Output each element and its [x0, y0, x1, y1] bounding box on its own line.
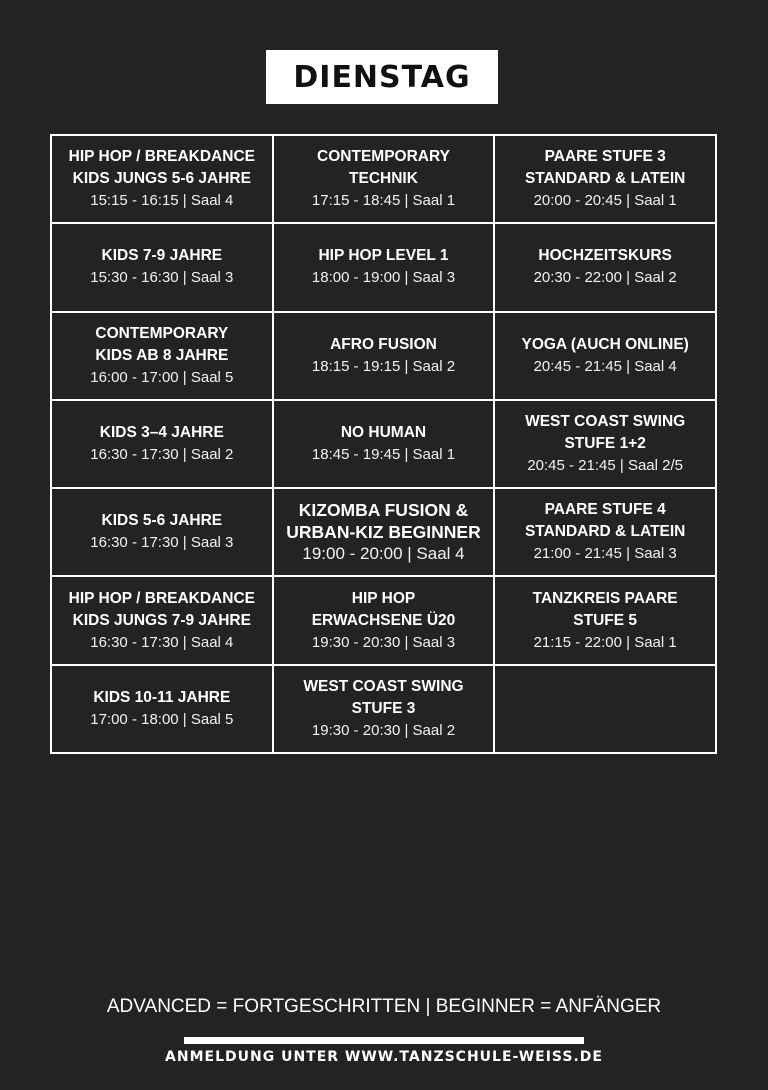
footer-divider — [184, 1037, 584, 1044]
class-time-room: 21:00 - 21:45 | Saal 3 — [533, 545, 677, 563]
class-time-room: 17:15 - 18:45 | Saal 1 — [311, 192, 456, 210]
class-name: KIDS 3–4 JAHRE — [99, 423, 224, 441]
class-name: KIDS 5-6 JAHRE — [101, 512, 223, 530]
class-name: PAARE STUFE 3 — [544, 148, 666, 166]
class-cell — [274, 577, 496, 665]
class-name: CONTEMPORARY — [95, 324, 229, 342]
class-time-room: 16:00 - 17:00 | Saal 5 — [90, 368, 234, 386]
class-time-room: 20:00 - 20:45 | Saal 1 — [533, 192, 677, 210]
class-cell — [52, 313, 274, 401]
class-name: KIZOMBA FUSION & — [298, 500, 469, 521]
class-name: PAARE STUFE 4 — [544, 501, 666, 519]
class-time-room: 16:30 - 17:30 | Saal 4 — [90, 633, 234, 651]
class-name: HIP HOP — [351, 589, 416, 607]
class-cell — [274, 489, 496, 577]
class-cell — [274, 136, 496, 224]
class-name: HIP HOP LEVEL 1 — [318, 247, 449, 265]
class-cell — [495, 577, 717, 665]
class-time-room: 19:00 - 20:00 | Saal 4 — [302, 544, 465, 564]
class-name: HIP HOP / BREAKDANCE — [68, 589, 255, 607]
class-time-room: 20:45 - 21:45 | Saal 4 — [533, 357, 677, 375]
class-cell — [274, 224, 496, 312]
class-time-room: 18:15 - 19:15 | Saal 2 — [311, 357, 456, 375]
class-name: URBAN-KIZ BEGINNER — [286, 522, 481, 543]
registration-footer: ANMELDUNG UNTER WWW.TANZSCHULE-WEISS.DE — [165, 1049, 603, 1065]
class-time-room: 19:30 - 20:30 | Saal 3 — [311, 633, 456, 651]
class-cell — [52, 577, 274, 665]
class-name: AFRO FUSION — [330, 335, 437, 353]
class-cell — [495, 224, 717, 312]
class-name: KIDS 10-11 JAHRE — [93, 688, 231, 706]
empty-cell — [495, 666, 717, 754]
class-name: HIP HOP / BREAKDANCE — [68, 148, 255, 166]
class-name: STANDARD & LATEIN — [524, 523, 686, 541]
class-name: KIDS JUNGS 5-6 JAHRE — [72, 170, 251, 188]
class-cell — [52, 489, 274, 577]
class-name: TANZKREIS PAARE — [532, 589, 678, 607]
class-name: NO HUMAN — [340, 423, 427, 441]
class-name: CONTEMPORARY — [317, 148, 450, 166]
class-cell — [274, 666, 496, 754]
class-cell — [495, 401, 717, 489]
class-name: STUFE 5 — [573, 611, 638, 629]
class-cell — [495, 489, 717, 577]
class-cell — [52, 666, 274, 754]
class-name: ERWACHSENE Ü20 — [311, 611, 456, 629]
class-name: TECHNIK — [349, 170, 418, 188]
class-name: STUFE 1+2 — [564, 434, 646, 452]
class-name: KIDS AB 8 JAHRE — [95, 346, 229, 364]
class-cell — [274, 313, 496, 401]
class-cell — [52, 401, 274, 489]
class-time-room: 20:45 - 21:45 | Saal 2/5 — [527, 456, 683, 474]
day-title: DIENSTAG — [266, 50, 498, 104]
class-cell — [495, 313, 717, 401]
class-cell — [495, 136, 717, 224]
class-time-room: 18:45 - 19:45 | Saal 1 — [311, 445, 456, 463]
class-time-room: 21:15 - 22:00 | Saal 1 — [533, 633, 677, 651]
class-cell — [274, 401, 496, 489]
class-time-room: 15:15 - 16:15 | Saal 4 — [90, 192, 234, 210]
class-time-room: 17:00 - 18:00 | Saal 5 — [90, 710, 234, 728]
class-name: WEST COAST SWING — [525, 412, 686, 430]
class-name: STANDARD & LATEIN — [524, 170, 686, 188]
class-time-room: 15:30 - 16:30 | Saal 3 — [90, 269, 234, 287]
class-name: KIDS JUNGS 7-9 JAHRE — [72, 611, 251, 629]
class-time-room: 20:30 - 22:00 | Saal 2 — [533, 269, 677, 287]
schedule-grid — [50, 134, 717, 754]
legend-text: ADVANCED = FORTGESCHRITTEN | BEGINNER = ANFÄNGER — [106, 996, 662, 1017]
class-time-room: 19:30 - 20:30 | Saal 2 — [311, 721, 456, 739]
class-cell — [52, 224, 274, 312]
class-time-room: 16:30 - 17:30 | Saal 3 — [90, 534, 234, 552]
class-name: YOGA (AUCH ONLINE) — [521, 335, 689, 353]
class-time-room: 16:30 - 17:30 | Saal 2 — [90, 445, 234, 463]
class-cell — [52, 136, 274, 224]
class-name: STUFE 3 — [351, 699, 416, 717]
class-name: HOCHZEITSKURS — [538, 247, 672, 265]
class-name: WEST COAST SWING — [303, 677, 464, 695]
class-time-room: 18:00 - 19:00 | Saal 3 — [311, 269, 456, 287]
class-name: KIDS 7-9 JAHRE — [101, 247, 223, 265]
